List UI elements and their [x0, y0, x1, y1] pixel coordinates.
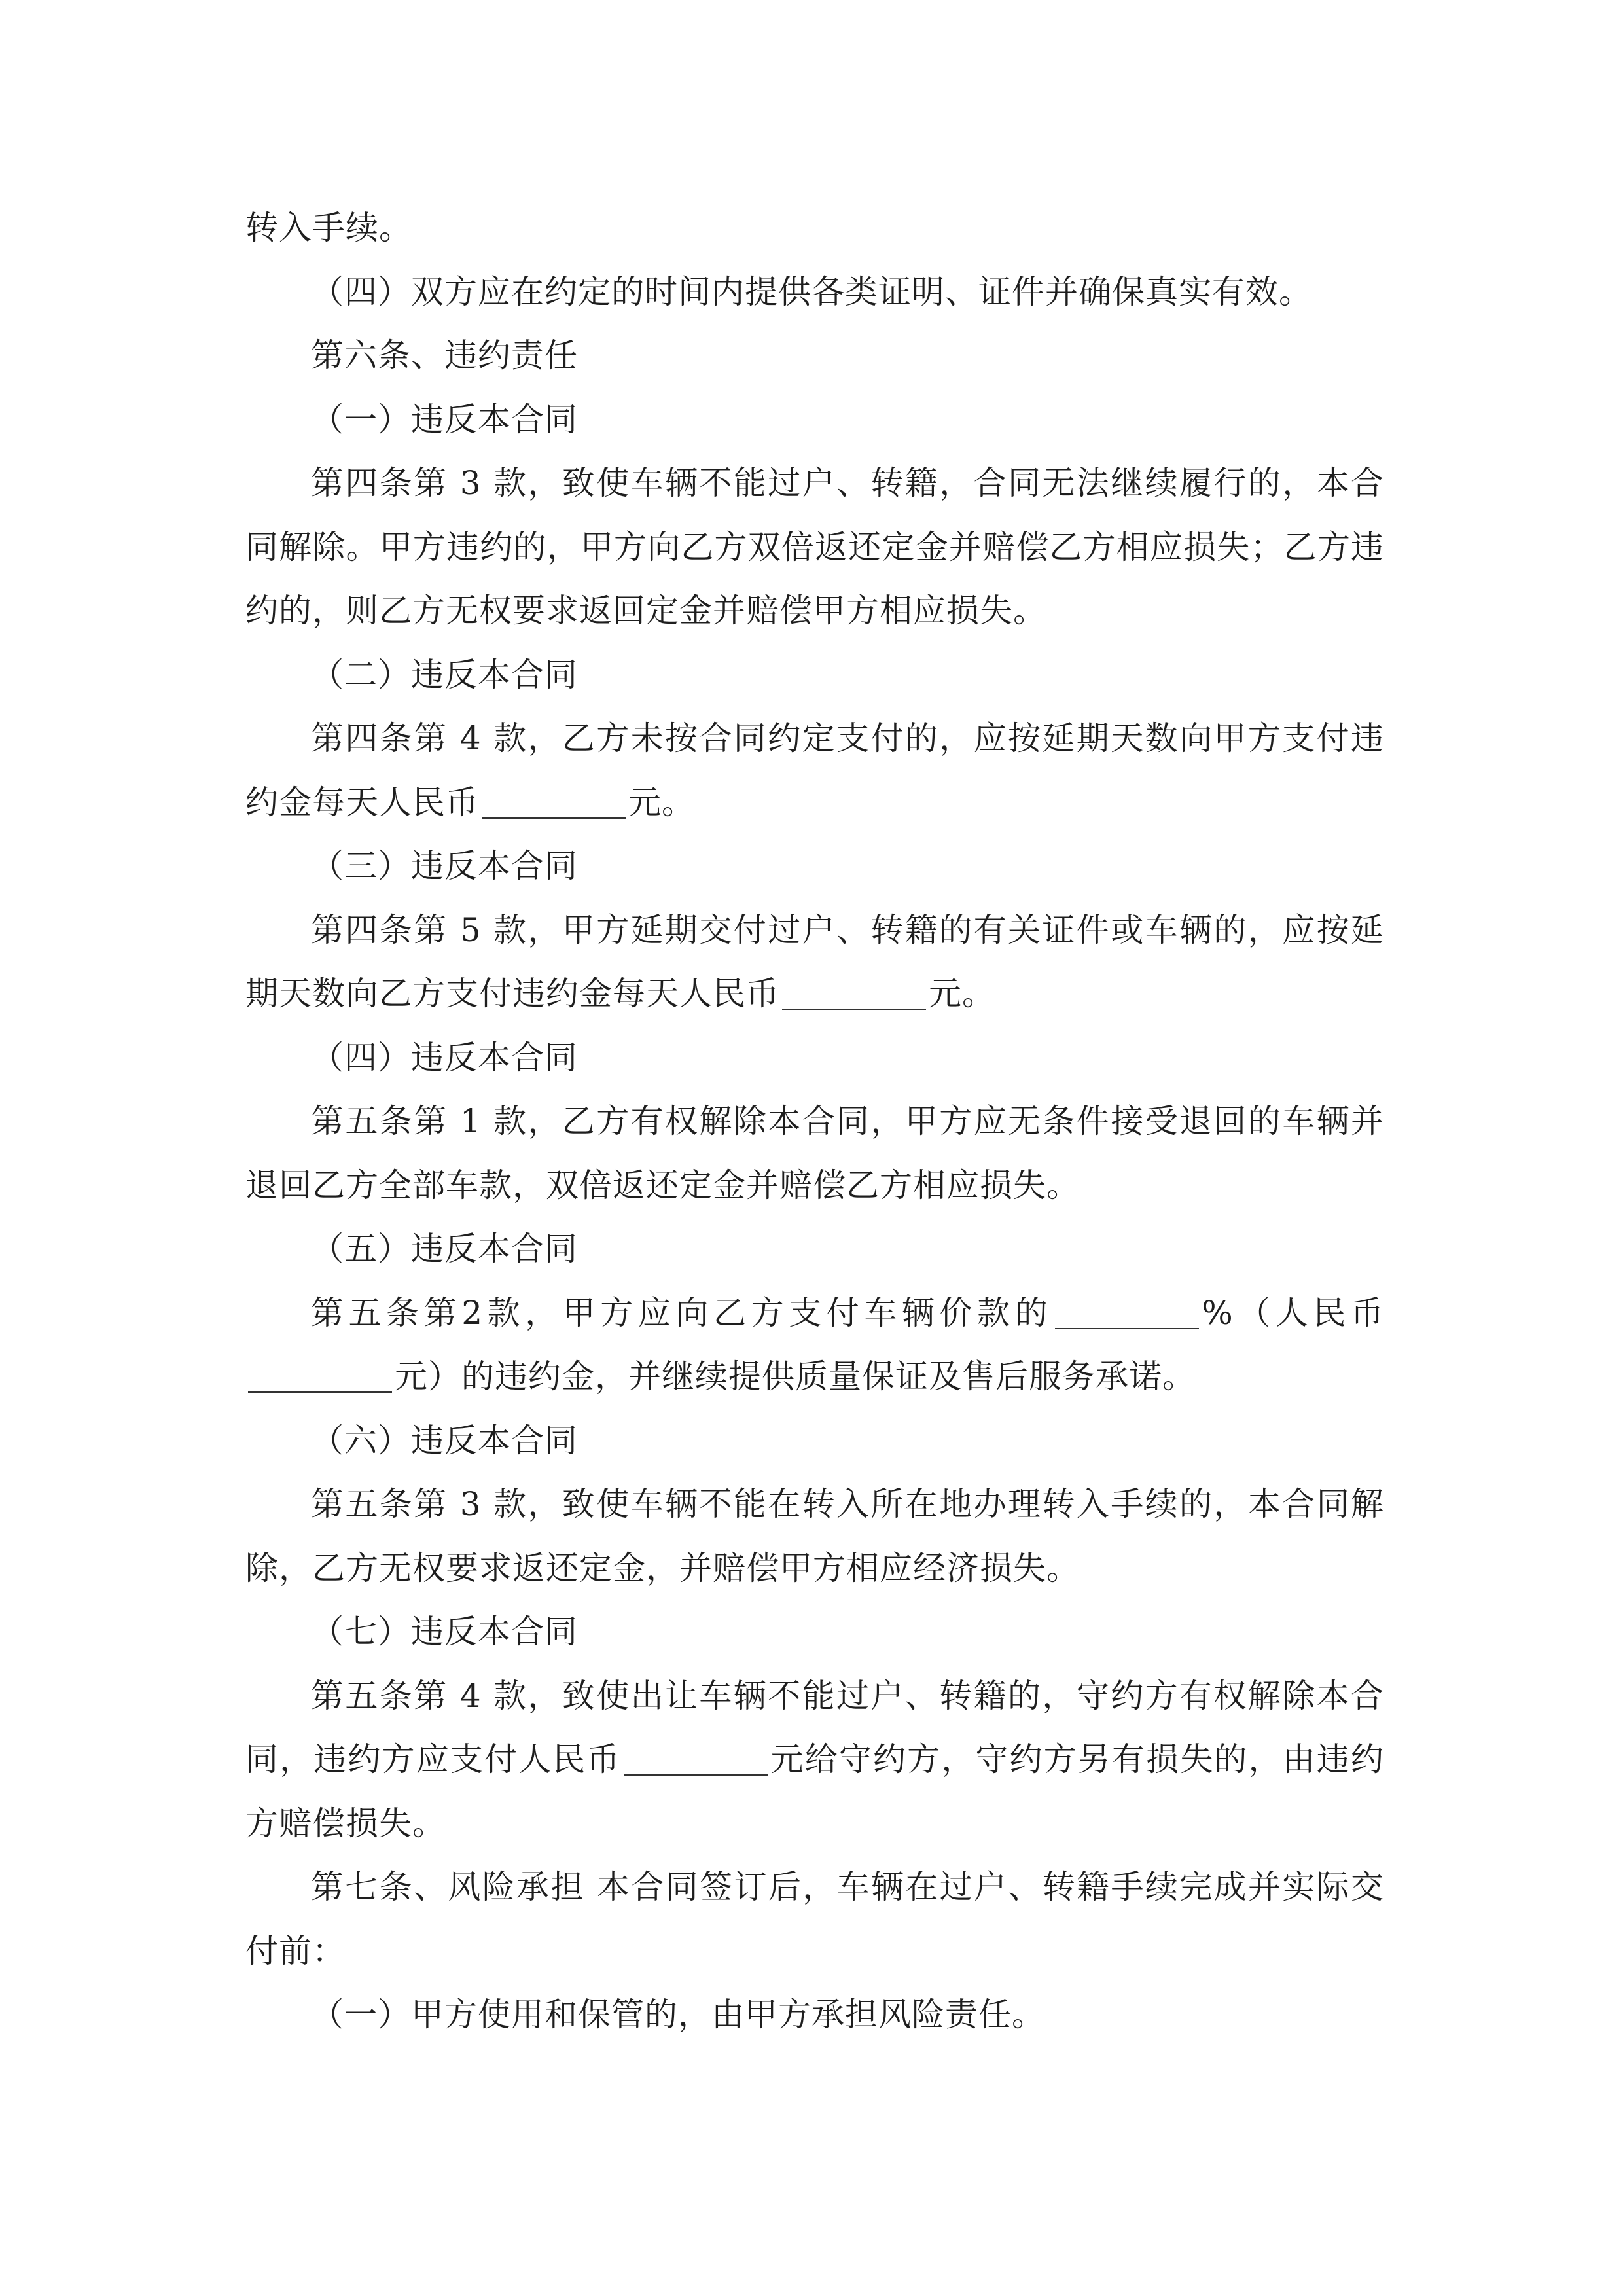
paragraph — [245, 324, 1384, 388]
paragraph-text: 第五条第2款，甲方应向乙方支付车辆价款的 — [311, 1293, 1053, 1332]
paragraph-text: 第四条第 5 款，甲方延期交付过户、转籍的有关证件或车辆的，应按延期天数向乙方支付违约金每天人民币 — [245, 910, 1384, 1013]
paragraph — [245, 452, 1384, 643]
paragraph — [245, 643, 1384, 708]
paragraph — [245, 899, 1384, 1026]
paragraph-text: 第四条第 4 款，乙方未按合同约定支付的，应按延期天数向甲方支付违约金每天人民币 — [245, 719, 1384, 821]
paragraph-text: （二）违反本合同 — [311, 655, 578, 694]
paragraph-text: （七）违反本合同 — [311, 1613, 578, 1651]
paragraph — [245, 1090, 1384, 1217]
paragraph-text: （五）违反本合同 — [311, 1230, 578, 1268]
paragraph-text: 元给守约方，守约方另有损失的，由违约方赔偿损失。 — [245, 1740, 1385, 1842]
paragraph — [245, 196, 1384, 260]
paragraph — [245, 1983, 1384, 2047]
paragraph — [245, 834, 1384, 899]
fill-in-blank — [782, 976, 926, 1010]
paragraph — [245, 388, 1384, 452]
fill-in-blank — [482, 785, 626, 819]
fill-in-blank — [624, 1742, 768, 1776]
paragraph-text: （三）违反本合同 — [311, 847, 578, 885]
paragraph — [245, 1856, 1384, 1983]
paragraph — [245, 1473, 1384, 1600]
paragraph — [245, 1409, 1384, 1473]
paragraph-text: 第五条第 3 款，致使车辆不能在转入所在地办理转入手续的，本合同解除，乙方无权要求返还定金，并赔偿甲方相应经济损失。 — [245, 1485, 1384, 1587]
fill-in-blank — [1055, 1295, 1199, 1329]
paragraph-text: %（人民币 — [1202, 1293, 1385, 1332]
paragraph — [245, 260, 1384, 325]
paragraph-text: 第六条、违约责任 — [311, 336, 578, 374]
paragraph-text: 第五条第 4 款，致使出让车辆不能过户、转籍的，守约方有权解除本合同，违约方应支付人民币 — [245, 1676, 1384, 1778]
paragraph-text: （四）违反本合同 — [311, 1038, 578, 1077]
paragraph-text: （四）双方应在约定的时间内提供各类证明、证件并确保真实有效。 — [311, 272, 1312, 311]
document-body — [245, 196, 1384, 2047]
paragraph-text: （六）违反本合同 — [311, 1421, 578, 1460]
paragraph — [245, 707, 1384, 834]
fill-in-blank — [248, 1359, 392, 1393]
paragraph — [245, 1664, 1384, 1856]
paragraph — [245, 1600, 1384, 1664]
paragraph — [245, 1026, 1384, 1090]
paragraph-text: 元。 — [628, 783, 695, 821]
paragraph-text: 第四条第 3 款，致使车辆不能过户、转籍，合同无法继续履行的，本合同解除。甲方违约的，甲方向乙方双倍返还定金并赔偿乙方相应损失；乙方违约的，则乙方无权要求返回定金并赔偿甲方相应损失。 — [245, 464, 1384, 630]
paragraph-text: （一）违反本合同 — [311, 400, 578, 439]
paragraph — [245, 1282, 1384, 1409]
paragraph — [245, 1217, 1384, 1282]
paragraph-text: 第五条第 1 款，乙方有权解除本合同，甲方应无条件接受退回的车辆并退回乙方全部车款，双倍返还定金并赔偿乙方相应损失。 — [245, 1102, 1384, 1204]
paragraph-text: （一）甲方使用和保管的，由甲方承担风险责任。 — [311, 1996, 1045, 2034]
paragraph-text: 元。 — [929, 975, 995, 1013]
paragraph-text: 第七条、风险承担 本合同签订后，车辆在过户、转籍手续完成并实际交付前： — [245, 1868, 1384, 1970]
paragraph-text: 元）的违约金，并继续提供质量保证及售后服务承诺。 — [395, 1357, 1196, 1395]
paragraph-text: 转入手续。 — [245, 209, 412, 247]
